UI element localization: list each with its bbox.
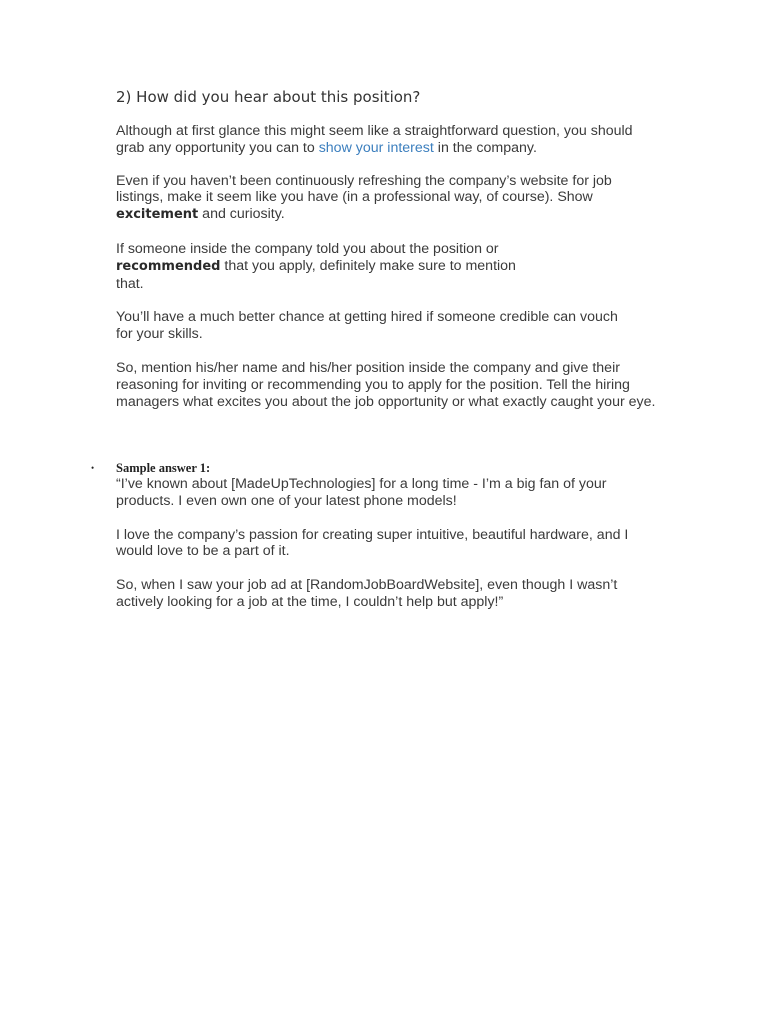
sample-answer-paragraph-3: So, when I saw your job ad at [RandomJobBoardWebsite], even though I wasn’t actively looking for a job at the time, I couldn’t help but apply!” [116,577,618,610]
paragraph-recommended [116,241,521,292]
excitement-bold: excitement [116,207,199,223]
sample-answer-label: Sample answer 1: [116,461,211,475]
sample-answer [116,460,656,628]
paragraph-intro-text: Although at first glance this might seem like a straightforward question, you should grab any opportunity you can to [116,123,633,156]
section-content [116,87,656,427]
sample-answer-paragraph-1: “I’ve known about [MadeUpTechnologies] for a long time - I’m a big fan of your products. I even own one of your latest phone models! [116,476,607,509]
paragraph-excitement-text: Even if you haven’t been continuously refreshing the company’s website for job listings, make it seem like you have (in a professional way, of course). Show [116,172,612,206]
paragraph-intro [116,123,656,157]
list-bullet: • [91,463,95,473]
paragraph-excitement-tail: and curiosity. [198,206,285,223]
paragraph-intro-tail: in the company. [433,139,537,156]
show-interest-link[interactable]: show your interest [318,139,434,156]
paragraph-mention: So, mention his/her name and his/her position inside the company and give their reasoning for inviting or recommending you to apply for the position. Tell the hiring managers what excites you about the job opportunity or what exactly caught your eye. [116,359,656,410]
sample-answer-paragraph-2: I love the company’s passion for creating super intuitive, beautiful hardware, and I would love to be a part of it. [116,526,629,560]
paragraph-recommended-text: If someone inside the company told you about the position or [116,240,499,257]
paragraph-credible: You’ll have a much better chance at getting hired if someone credible can vouch for your skills. [116,309,618,343]
recommended-bold: recommended [116,258,221,274]
paragraph-recommended-tail: that you apply, definitely make sure to mention that. [116,257,516,292]
paragraph-excitement [116,173,656,224]
section-heading: 2) How did you hear about this position? [116,88,421,106]
